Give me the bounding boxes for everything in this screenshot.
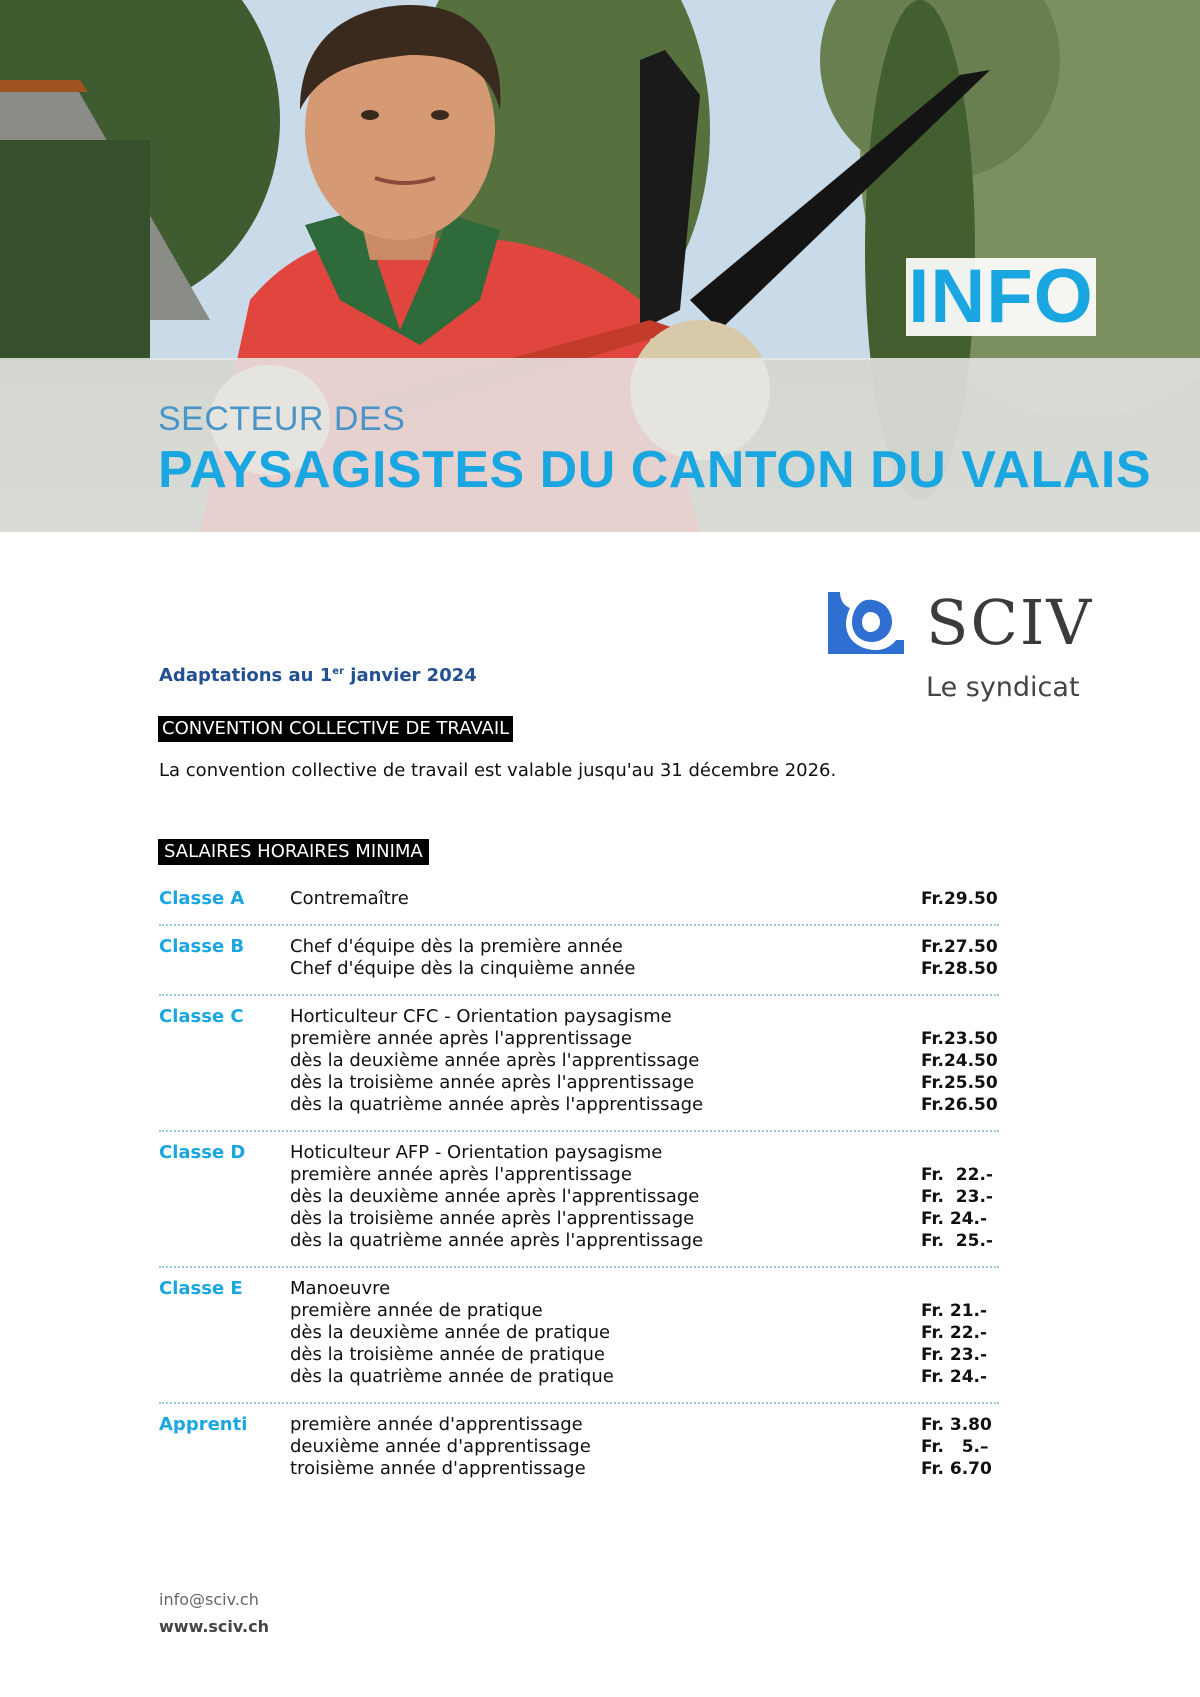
row-amount: Fr.28.50 <box>921 959 998 979</box>
salary-row <box>159 888 999 910</box>
adaptations-date: Adaptations au 1er janvier 2024 <box>159 665 477 686</box>
hero-photo <box>0 0 1200 532</box>
row-amount: Fr. 24.- <box>921 1367 988 1387</box>
row-amount: Fr.23.50 <box>921 1029 998 1049</box>
logo-tagline: Le syndicat <box>926 672 1080 703</box>
row-description: Hoticulteur AFP - Orientation paysagisme <box>290 1142 663 1163</box>
row-description: Chef d'équipe dès la première année <box>290 936 623 957</box>
salary-row <box>159 1322 999 1344</box>
footer-website[interactable]: www.sciv.ch <box>159 1617 269 1636</box>
row-description: dès la quatrième année après l'apprentissage <box>290 1230 704 1251</box>
class-label: Classe D <box>159 1142 246 1163</box>
row-description: première année de pratique <box>290 1300 543 1321</box>
salary-row <box>159 1164 999 1186</box>
row-description: première année après l'apprentissage <box>290 1028 632 1049</box>
salary-row <box>159 1072 999 1094</box>
salary-group <box>159 888 999 910</box>
salary-row <box>159 1458 999 1480</box>
logo-name: SCIV <box>926 586 1094 659</box>
salary-group <box>159 994 999 1116</box>
salary-group <box>159 1402 999 1480</box>
row-description: troisième année d'apprentissage <box>290 1458 586 1479</box>
row-description: dès la quatrième année de pratique <box>290 1366 614 1387</box>
info-badge: INFO <box>906 258 1096 336</box>
row-description: deuxième année d'apprentissage <box>290 1436 591 1457</box>
salary-row <box>159 1414 999 1436</box>
page-title: PAYSAGISTES DU CANTON DU VALAIS <box>158 441 1152 499</box>
row-amount: Fr. 22.- <box>921 1323 988 1343</box>
salary-row <box>159 1278 999 1300</box>
row-description: dès la deuxième année après l'apprentissage <box>290 1186 700 1207</box>
row-amount: Fr. 23.- <box>921 1345 988 1365</box>
row-amount: Fr. 22.- <box>921 1165 993 1185</box>
row-description: dès la troisième année de pratique <box>290 1344 605 1365</box>
row-description: Horticulteur CFC - Orientation paysagisme <box>290 1006 672 1027</box>
salary-row <box>159 936 999 958</box>
row-amount: Fr. 21.- <box>921 1301 988 1321</box>
salary-row <box>159 1300 999 1322</box>
salary-row <box>159 1094 999 1116</box>
class-label: Classe A <box>159 888 245 909</box>
row-description: Contremaître <box>290 888 409 909</box>
class-label: Classe B <box>159 936 245 957</box>
row-amount: Fr. 6.70 <box>921 1459 992 1479</box>
row-description: dès la deuxième année de pratique <box>290 1322 611 1343</box>
class-label: Apprenti <box>159 1414 248 1435</box>
salary-group <box>159 1130 999 1252</box>
row-amount: Fr.27.50 <box>921 937 998 957</box>
salary-row <box>159 1050 999 1072</box>
footer-email[interactable]: info@sciv.ch <box>159 1590 259 1609</box>
row-description: première année après l'apprentissage <box>290 1164 632 1185</box>
salary-row <box>159 1186 999 1208</box>
salary-group <box>159 924 999 980</box>
row-amount: Fr. 3.80 <box>921 1415 992 1435</box>
row-amount: Fr.26.50 <box>921 1095 998 1115</box>
row-amount: Fr. 5.– <box>921 1437 989 1457</box>
salary-row <box>159 1436 999 1458</box>
row-amount: Fr.24.50 <box>921 1051 998 1071</box>
sector-label: SECTEUR DES <box>158 400 406 438</box>
row-description: Chef d'équipe dès la cinquième année <box>290 958 636 979</box>
salary-row <box>159 1028 999 1050</box>
row-amount: Fr.25.50 <box>921 1073 998 1093</box>
row-description: Manoeuvre <box>290 1278 391 1299</box>
row-description: première année d'apprentissage <box>290 1414 583 1435</box>
sciv-logo <box>826 586 1094 710</box>
row-amount: Fr. 25.- <box>921 1231 993 1251</box>
salary-row <box>159 1230 999 1252</box>
convention-text: La convention collective de travail est valable jusqu'au 31 décembre 2026. <box>159 760 837 781</box>
salary-group <box>159 1266 999 1388</box>
salary-table <box>159 888 999 1480</box>
salary-row <box>159 1344 999 1366</box>
salary-row <box>159 1208 999 1230</box>
sciv-logo-icon <box>826 590 906 654</box>
class-label: Classe E <box>159 1278 243 1299</box>
salary-row <box>159 958 999 980</box>
row-amount: Fr. 24.- <box>921 1209 988 1229</box>
row-description: dès la deuxième année après l'apprentissage <box>290 1050 700 1071</box>
convention-heading: CONVENTION COLLECTIVE DE TRAVAIL <box>158 716 513 742</box>
row-description: dès la troisième année après l'apprentissage <box>290 1208 695 1229</box>
salary-row <box>159 1006 999 1028</box>
row-description: dès la quatrième année après l'apprentissage <box>290 1094 704 1115</box>
row-amount: Fr. 23.- <box>921 1187 993 1207</box>
row-amount: Fr.29.50 <box>921 889 998 909</box>
salaries-heading: SALAIRES HORAIRES MINIMA <box>158 839 429 865</box>
row-description: dès la troisième année après l'apprentissage <box>290 1072 695 1093</box>
salary-row <box>159 1366 999 1388</box>
salary-row <box>159 1142 999 1164</box>
class-label: Classe C <box>159 1006 244 1027</box>
